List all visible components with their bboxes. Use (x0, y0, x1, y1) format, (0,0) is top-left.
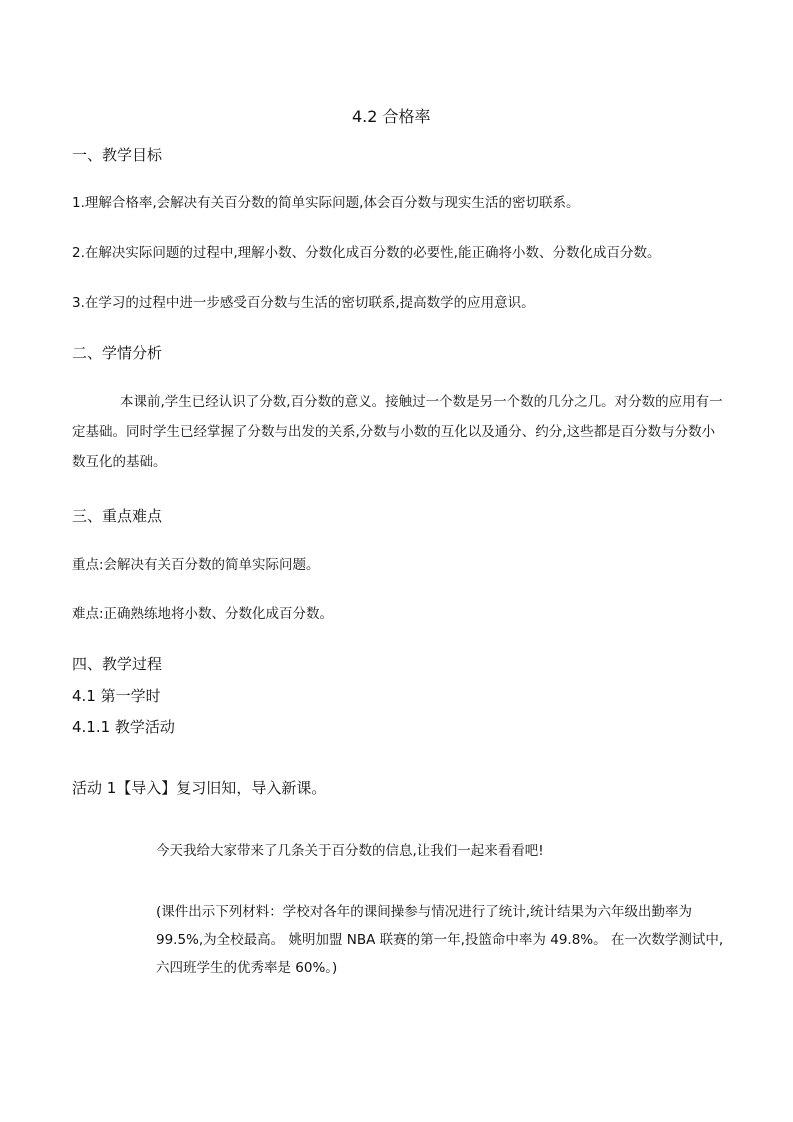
subsection-first-period: 4.1 第一学时 (72, 687, 161, 705)
objective-item-2: 2.在解决实际问题的过程中,理解小数、分数化成百分数的必要性,能正确将小数、分数化成百分数。 (72, 245, 661, 261)
section-heading-analysis: 二、学情分析 (72, 344, 163, 362)
analysis-paragraph-text: 本课前,学生已经认识了分数,百分数的意义。接触过一个数是另一个数的几分之几。对分数的应用有一定基础。同时学生已经掌握了分数与出发的关系,分数与小数的互化以及通分、约分,这些都是百分数与分数小数互化的基础。 (72, 394, 723, 470)
objective-item-3: 3.在学习的过程中进一步感受百分数与生活的密切联系,提高数学的应用意识。 (72, 295, 535, 311)
difficulty-point: 难点:正确熟练地将小数、分数化成百分数。 (72, 606, 334, 622)
subsection-teaching-activity: 4.1.1 教学活动 (72, 718, 175, 736)
analysis-paragraph (72, 387, 724, 477)
activity-intro: 今天我给大家带来了几条关于百分数的信息,让我们一起来看看吧! (156, 843, 544, 859)
courseware-material: (课件出示下列材料：学校对各年的课间操参与情况进行了统计,统计结果为六年级出勤率为 99.5%,为全校最高。 姚明加盟 NBA 联赛的第一年,投篮命中率为 49.8%。 在一次数学测试中,六四班学生的优秀率是 60%。) (156, 904, 724, 976)
key-point: 重点:会解决有关百分数的简单实际问题。 (72, 557, 320, 573)
activity-1-heading: 活动 1【导入】复习旧知，导入新课。 (72, 779, 327, 797)
objective-item-1: 1.理解合格率,会解决有关百分数的简单实际问题,体会百分数与现实生活的密切联系。 (72, 195, 580, 211)
document-title: 4.2 合格率 (352, 107, 431, 126)
section-heading-process: 四、教学过程 (72, 655, 163, 673)
section-heading-objectives: 一、教学目标 (72, 146, 163, 164)
section-heading-key-points: 三、重点难点 (72, 507, 163, 525)
